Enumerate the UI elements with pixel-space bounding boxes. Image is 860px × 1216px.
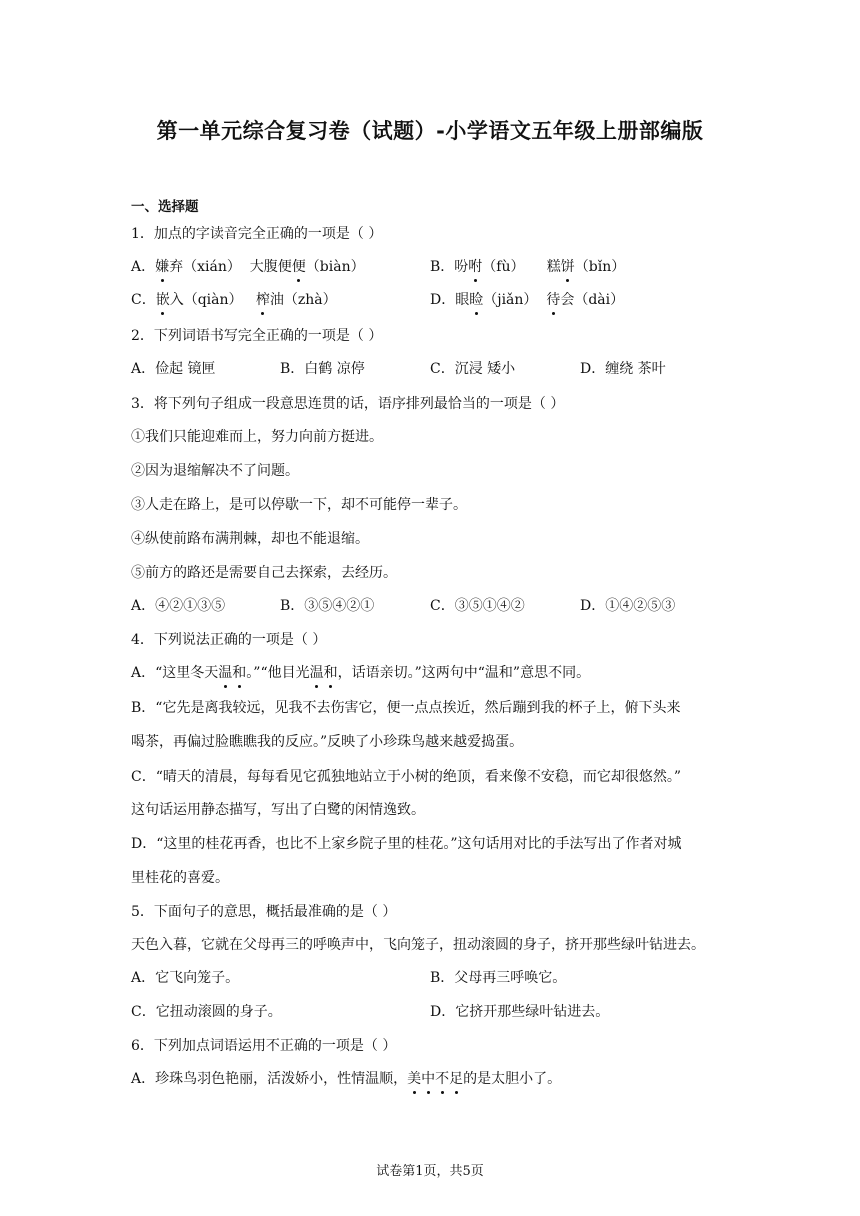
- question-4-option-b-cont: 喝茶，再偏过脸瞧瞧我的反应。”反映了小珍珠鸟越来越爱捣蛋。: [131, 734, 524, 750]
- dotted-char: 美: [407, 1071, 422, 1087]
- option-text: A．“这里冬天: [131, 665, 219, 681]
- question-2-option-b[interactable]: B．白鹤 凉停: [280, 361, 365, 377]
- question-5-stem: 5．下面句子的意思，概括最准确的是（ ）: [131, 904, 397, 920]
- dotted-char: 咐: [468, 259, 483, 275]
- dotted-char: 足: [449, 1071, 464, 1087]
- option-label: A．: [131, 259, 156, 275]
- sentence-3: ③人走在路上，是可以停歇一下，却不可能停一辈子。: [131, 497, 467, 513]
- option-text: B．吩: [430, 259, 469, 275]
- section-heading: 一、选择题: [131, 199, 199, 215]
- dotted-char: 榨: [255, 292, 270, 308]
- option-text: 的是太胆小了。: [463, 1071, 562, 1087]
- question-1-option-b[interactable]: [430, 257, 625, 277]
- page-footer: 试卷第1页，共5页: [376, 1164, 484, 1179]
- question-6-option-a[interactable]: [131, 1069, 561, 1089]
- question-2-option-a[interactable]: A．俭起 镜匣: [131, 361, 216, 377]
- question-4-stem: 4．下列说法正确的一项是（ ）: [131, 632, 327, 648]
- question-4-option-c-cont: 这句话运用静态描写，写出了白鹭的闲情逸致。: [131, 802, 425, 818]
- option-text: 油（zhà）: [269, 292, 337, 308]
- question-1-option-c[interactable]: [131, 290, 337, 310]
- option-text: 会（dài）: [560, 292, 625, 308]
- question-3-option-d[interactable]: D．①④②⑤③: [580, 598, 676, 614]
- question-4-option-d-cont: 里桂花的喜爱。: [131, 870, 229, 886]
- question-2-option-c[interactable]: C．沉浸 矮小: [430, 361, 516, 377]
- question-1-stem: 1．加点的字读音完全正确的一项是（ ）: [131, 226, 383, 242]
- question-5-option-b[interactable]: B．父母再三呼唤它。: [430, 970, 567, 986]
- question-5-option-a[interactable]: A．它飞向笼子。: [131, 970, 240, 986]
- question-3-option-b[interactable]: B．③⑤④②①: [280, 598, 375, 614]
- option-text: ，话语亲切。”这两句中“温和”意思不同。: [337, 665, 591, 681]
- option-text: （fù）: [482, 259, 525, 275]
- dotted-char: 待: [546, 292, 561, 308]
- dotted-char: 温: [309, 665, 324, 681]
- option-text: （biàn）: [305, 259, 365, 275]
- question-1-option-d[interactable]: [430, 290, 624, 310]
- option-text: 入（qiàn）: [169, 292, 243, 308]
- option-text: （jiǎn）: [483, 292, 538, 308]
- dotted-char: 中: [421, 1071, 436, 1087]
- page-title: 第一单元综合复习卷（试题）-小学语文五年级上册部编版: [156, 119, 704, 143]
- option-text: D．眼: [430, 292, 470, 308]
- option-text: 弃（xián）: [169, 259, 241, 275]
- question-1-option-a[interactable]: [131, 257, 365, 277]
- option-label: C．: [131, 292, 156, 308]
- question-4-option-a[interactable]: [131, 663, 590, 683]
- question-6-stem: 6．下列加点词语运用不正确的一项是（ ）: [131, 1038, 397, 1054]
- question-5-option-d[interactable]: D．它挤开那些绿叶钻进去。: [430, 1004, 610, 1020]
- dotted-char: 嫌: [155, 259, 170, 275]
- sentence-5: ⑤前方的路还是需要自己去探索，去经历。: [131, 565, 397, 581]
- option-text: A．珍珠鸟羽色艳丽，活泼娇小，性情温顺，: [131, 1071, 408, 1087]
- dotted-char: 不: [435, 1071, 450, 1087]
- dotted-char: 饼: [560, 259, 575, 275]
- question-3-stem: 3．将下列句子组成一段意思连贯的话，语序排列最恰当的一项是（ ）: [131, 396, 565, 412]
- dotted-char: 温: [218, 665, 233, 681]
- dotted-char: 和: [232, 665, 247, 681]
- sentence-1: ①我们只能迎难而上，努力向前方挺进。: [131, 429, 383, 445]
- option-text: 。”“他目光: [246, 665, 310, 681]
- question-4-option-d[interactable]: D．“这里的桂花再香，也比不上家乡院子里的桂花。”这句话用对比的手法写出了作者对城: [131, 836, 682, 852]
- question-5-sentence: 天色入暮，它就在父母再三的呼唤声中，飞向笼子，扭动滚圆的身子，挤开那些绿叶钻进去。: [131, 937, 705, 953]
- question-3-option-a[interactable]: A．④②①③⑤: [131, 598, 226, 614]
- option-text: 大腹便: [249, 259, 292, 275]
- dotted-char: 睑: [469, 292, 484, 308]
- question-2-stem: 2．下列词语书写完全正确的一项是（ ）: [131, 328, 383, 344]
- sentence-4: ④纵使前路布满荆棘，却也不能退缩。: [131, 531, 369, 547]
- question-4-option-c[interactable]: C．“晴天的清晨，每每看见它孤独地站立于小树的绝顶，看来像不安稳，而它却很悠然。”: [131, 769, 682, 785]
- question-4-option-b[interactable]: B．“它先是离我较远，见我不去伤害它，便一点点挨近，然后蹦到我的杯子上，俯下头来: [131, 700, 681, 716]
- dotted-char: 和: [323, 665, 338, 681]
- question-2-option-d[interactable]: D．缠绕 茶叶: [580, 361, 666, 377]
- sentence-2: ②因为退缩解决不了问题。: [131, 463, 299, 479]
- question-3-option-c[interactable]: C．③⑤①④②: [430, 598, 525, 614]
- dotted-char: 嵌: [155, 292, 170, 308]
- dotted-char: 便: [291, 259, 306, 275]
- option-text: （bǐn）: [574, 259, 626, 275]
- question-5-option-c[interactable]: C．它扭动滚圆的身子。: [131, 1004, 282, 1020]
- option-text: 糕: [546, 259, 561, 275]
